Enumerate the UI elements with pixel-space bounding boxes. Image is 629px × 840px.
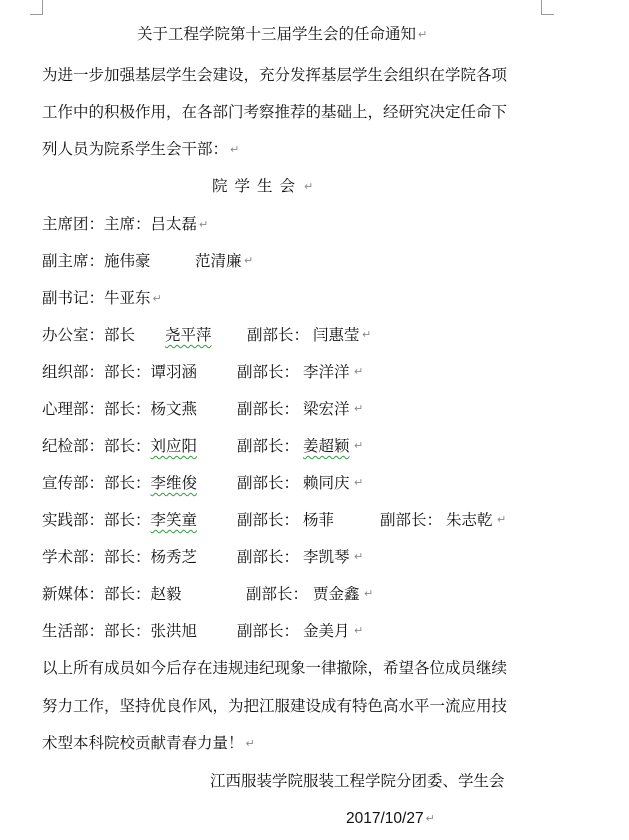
section-title: 院学生会 ↵ — [212, 177, 321, 195]
department-row: 学术部：部长：杨秀芝 副部长： 李凯琴 ↵ — [42, 548, 364, 566]
paragraph-mark-icon: ↵ — [152, 292, 162, 305]
department-row: 组织部：部长：谭羽涵 副部长： 李洋洋 ↵ — [42, 363, 364, 381]
closing-line: 术型本科院校贡献青春力量！ ↵ — [42, 734, 255, 752]
vice-secretary-row: 副书记：牛亚东 ↵ — [42, 289, 162, 307]
paragraph-mark-icon: ↵ — [354, 365, 364, 378]
intro-line: 工作中的积极作用，在各部门考察推荐的基础上，经研究决定任命下 — [42, 103, 508, 121]
paragraph-mark-icon: ↵ — [425, 813, 435, 825]
vice-chair-row: 副主席：施伟豪 范清廉 ↵ — [42, 252, 254, 270]
department-row: 生活部：部长：张洪旭 副部长： 金美月 ↵ — [42, 622, 364, 640]
department-row: 办公室：部长 尧平萍 副部长： 闫惠莹 ↵ — [42, 326, 372, 344]
document-title: 关于工程学院第十三届学生会的任命通知 ↵ — [137, 25, 428, 43]
department-row: 新媒体：部长：赵毅 副部长： 贾金鑫 ↵ — [42, 585, 374, 603]
paragraph-mark-icon: ↵ — [354, 402, 364, 415]
paragraph-mark-icon: ↵ — [245, 737, 255, 750]
department-row: 纪检部：部长：刘应阳 副部长： 姜超颖 ↵ — [42, 437, 364, 455]
paragraph-mark-icon: ↵ — [354, 476, 364, 489]
paragraph-mark-icon: ↵ — [304, 180, 321, 193]
paragraph-mark-icon: ↵ — [354, 439, 364, 452]
paragraph-mark-icon: ↵ — [418, 28, 428, 41]
signature: 江西服装学院服装工程学院分团委、学生会 — [210, 772, 505, 790]
document-date: 2017/10/27 ↵ — [346, 810, 435, 827]
paragraph-mark-icon: ↵ — [497, 513, 507, 526]
department-row: 实践部：部长：李笑童 副部长： 杨菲 副部长： 朱志乾 ↵ — [42, 511, 507, 529]
intro-line: 为进一步加强基层学生会建设，充分发挥基层学生会组织在学院各项 — [42, 66, 508, 84]
page-corner-mark-top-left — [30, 0, 43, 15]
presidium-row: 主席团：主席：吕太磊 ↵ — [42, 215, 209, 233]
paragraph-mark-icon: ↵ — [354, 550, 364, 563]
closing-line: 努力工作，坚持优良作风，为把江服建设成有特色高水平一流应用技 — [42, 697, 508, 715]
paragraph-mark-icon: ↵ — [362, 328, 372, 341]
paragraph-mark-icon: ↵ — [230, 143, 240, 156]
department-row: 心理部：部长：杨文燕 副部长： 梁宏洋 ↵ — [42, 400, 364, 418]
paragraph-mark-icon: ↵ — [199, 218, 209, 231]
department-row: 宣传部：部长：李维俊 副部长： 赖同庆 ↵ — [42, 474, 364, 492]
page-corner-mark-top-right — [541, 0, 554, 15]
paragraph-mark-icon: ↵ — [364, 587, 374, 600]
closing-line: 以上所有成员如今后存在违规违纪现象一律撤除，希望各位成员继续 — [42, 659, 508, 677]
paragraph-mark-icon: ↵ — [354, 624, 364, 637]
paragraph-mark-icon: ↵ — [244, 254, 254, 267]
intro-line: 列人员为院系学生会干部： ↵ — [42, 140, 240, 158]
